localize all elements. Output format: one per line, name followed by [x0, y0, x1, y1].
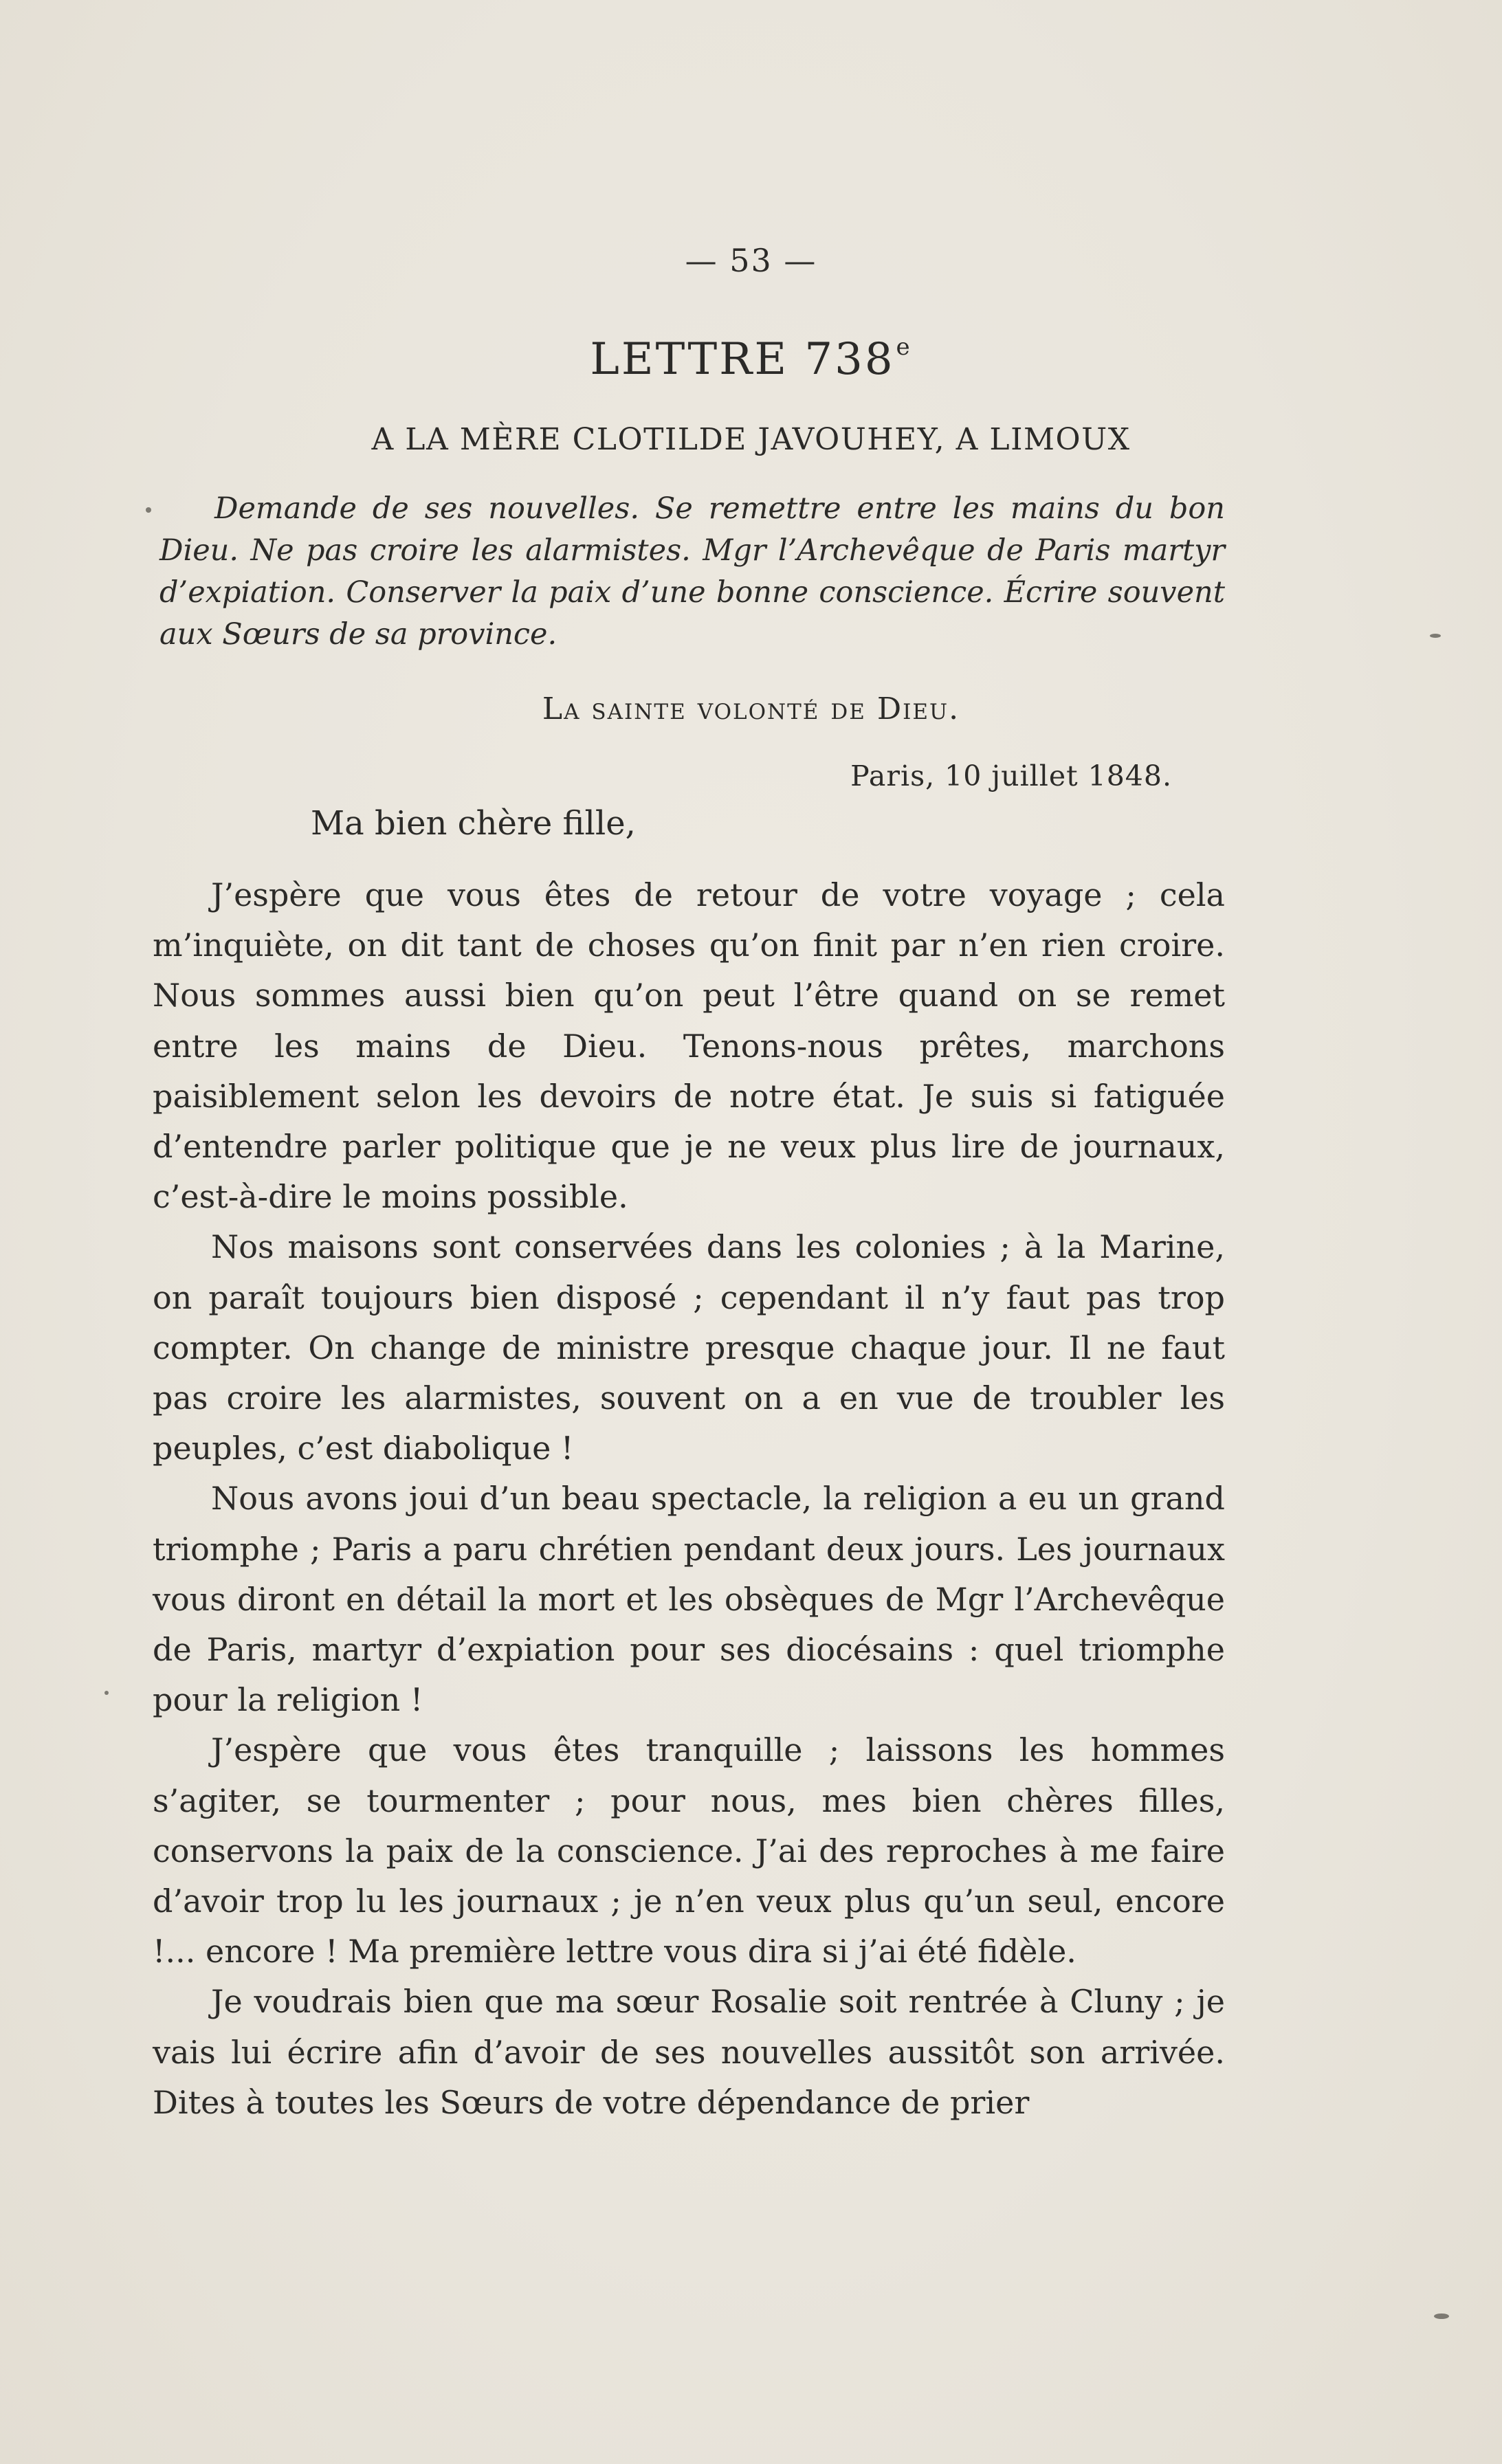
paper-speck: [1430, 634, 1441, 638]
paragraph: Je voudrais bien que ma sœur Rosalie soit rentrée à Cluny ; je vais lui écrire afin d’avoir de ses nouvelles aussitôt son arrivée. Dites à toutes les Sœurs de votre dépendance de prier: [153, 1983, 1225, 2121]
paper-speck: [1434, 2313, 1449, 2319]
letter-motto: La sainte volonté de Dieu.: [542, 691, 960, 726]
letter-title-superscript: e: [896, 333, 912, 361]
paper-speck: [104, 1691, 109, 1695]
paper-speck: [146, 507, 151, 513]
letter-title: [0, 333, 1502, 385]
letter-title-text: LETTRE 738: [590, 334, 895, 385]
letter-summary: [159, 488, 1225, 656]
salutation: Ma bien chère fille,: [311, 804, 636, 843]
page-number: — 53 —: [685, 242, 817, 279]
paragraph: Nos maisons sont conservées dans les colonies ; à la Marine, on paraît toujours bien disposé ; cependant il n’y faut pas trop compter. On change de ministre presque chaque jour. Il ne faut pas croire les alarmistes, souvent on a en vue de troubler les peuples, c’est diabolique !: [153, 1228, 1225, 1467]
letter-recipient: A LA MÈRE CLOTILDE JAVOUHEY, A LIMOUX: [371, 422, 1131, 457]
paragraph: Nous avons joui d’un beau spectacle, la religion a eu un grand triomphe ; Paris a paru chrétien pendant deux jours. Les journaux vous diront en détail la mort et les obsèques de Mgr l’Archevêque de Paris, martyr d’expiation pour ses diocésains : quel triomphe pour la religion !: [153, 1480, 1225, 1719]
place-date: Paris, 10 juillet 1848.: [850, 759, 1172, 792]
summary-text: Demande de ses nouvelles. Se remettre entre les mains du bon Dieu. Ne pas croire les alarmistes. Mgr l’Archevêque de Paris martyr d’expiation. Conserver la paix d’une bonne conscience. Écrire souvent aux Sœurs de sa province.: [159, 491, 1225, 652]
letter-body: [153, 870, 1225, 2128]
paragraph: J’espère que vous êtes tranquille ; laissons les hommes s’agiter, se tourmenter ; pour nous, mes bien chères filles, conservons la paix de la conscience. J’ai des reproches à me faire d’avoir trop lu les journaux ; je n’en veux plus qu’un seul, encore !... encore ! Ma première lettre vous dira si j’ai été fidèle.: [153, 1731, 1225, 1971]
paragraph: J’espère que vous êtes de retour de votre voyage ; cela m’inquiète, on dit tant de choses qu’on finit par n’en rien croire. Nous sommes aussi bien qu’on peut l’être quand on se remet entre les mains de Dieu. Tenons-nous prêtes, marchons paisiblement selon les devoirs de notre état. Je suis si fatiguée d’entendre parler politique que je ne veux plus lire de journaux, c’est-à-dire le moins possible.: [153, 876, 1225, 1216]
